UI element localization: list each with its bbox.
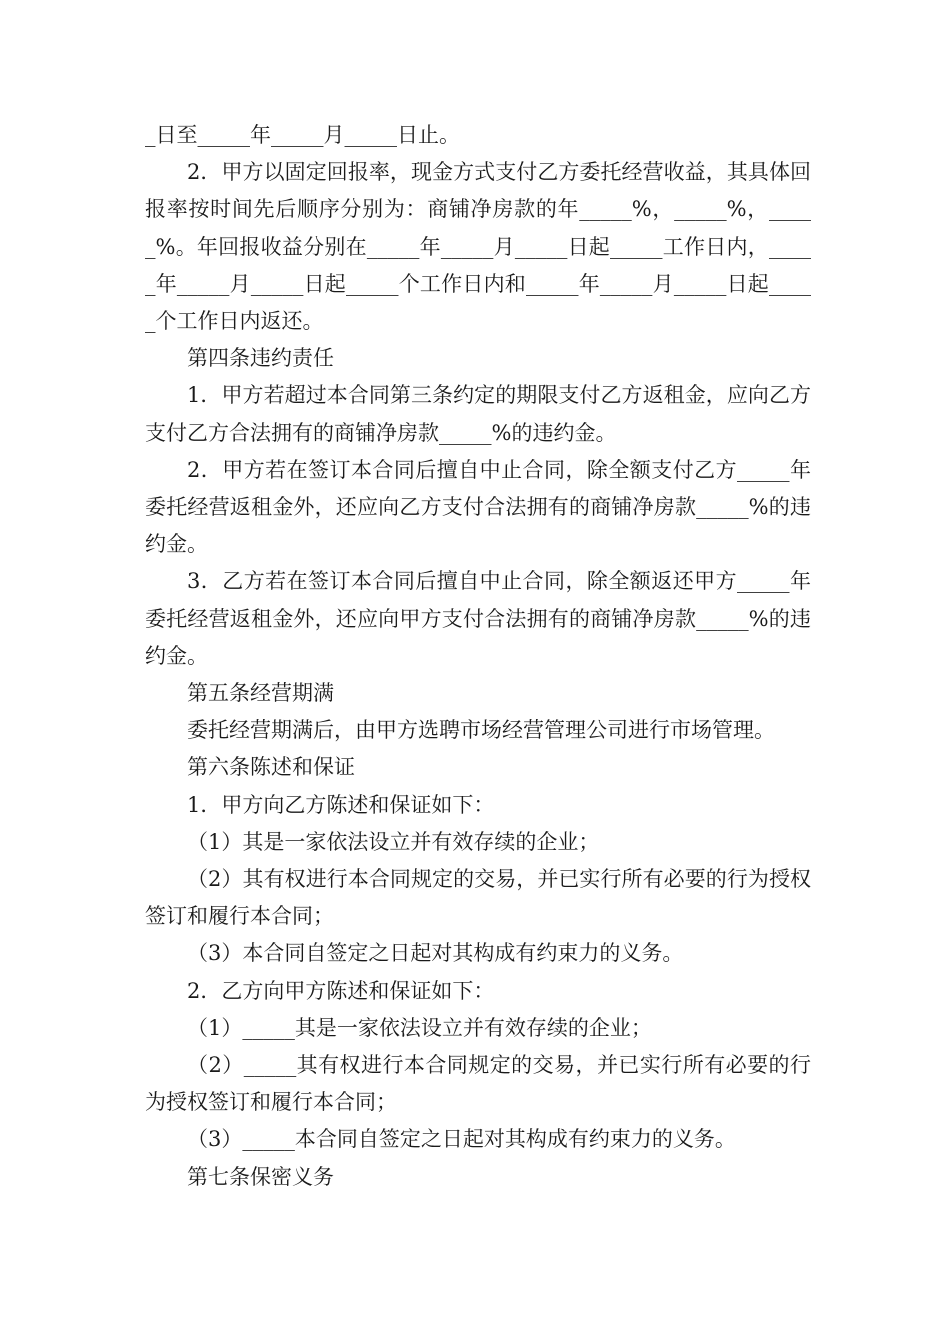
paragraph-party-b-item-1: （1）_____其是一家依法设立并有效存续的企业； xyxy=(187,1015,652,1040)
paragraph-article-6-clause-1: 1．甲方向乙方陈述和保证如下： xyxy=(187,792,495,817)
paragraph-party-b-item-2: （2）_____其有权进行本合同规定的交易，并已实行所有必要的行为授权签订和履行本合同； xyxy=(145,1053,811,1115)
heading-article-4: 第四条违约责任 xyxy=(187,346,334,371)
paragraph-party-b-item-3: （3）_____本合同自签定之日起对其构成有约束力的义务。 xyxy=(187,1127,736,1152)
paragraph-article-4-clause-1: 1．甲方若超过本合同第三条约定的期限支付乙方返租金，应向乙方支付乙方合法拥有的商铺净房款_____%的违约金。 xyxy=(145,383,811,445)
contract-body xyxy=(145,117,811,1196)
paragraph-party-a-item-2: （2）其有权进行本合同规定的交易，并已实行所有必要的行为授权签订和履行本合同； xyxy=(145,867,811,929)
paragraph-term-end-date: _日至_____年_____月_____日止。 xyxy=(145,123,460,147)
heading-article-5: 第五条经营期满 xyxy=(187,681,334,706)
paragraph-article-6-clause-2: 2．乙方向甲方陈述和保证如下： xyxy=(187,978,495,1003)
heading-article-6: 第六条陈述和保证 xyxy=(187,755,355,780)
paragraph-article-4-clause-2: 2．甲方若在签订本合同后擅自中止合同，除全额支付乙方_____年委托经营返租金外，还应向乙方支付合法拥有的商铺净房款_____%的违约金。 xyxy=(145,457,811,557)
heading-article-7: 第七条保密义务 xyxy=(187,1164,334,1189)
paragraph-party-a-item-3: （3）本合同自签定之日起对其构成有约束力的义务。 xyxy=(187,941,684,966)
paragraph-article-5-body: 委托经营期满后，由甲方选聘市场经营管理公司进行市场管理。 xyxy=(187,718,775,743)
paragraph-article-4-clause-3: 3．乙方若在签订本合同后擅自中止合同，除全额返还甲方_____年委托经营返租金外，还应向甲方支付合法拥有的商铺净房款_____%的违约金。 xyxy=(145,569,811,668)
paragraph-fixed-return-rate: 2．甲方以固定回报率，现金方式支付乙方委托经营收益，其具体回报率按时间先后顺序分别为：商铺净房款的年_____%，_____%，_____%。年回报收益分别在_____年_____月_____日起_____工作日内，_____年_____月_____日起_____个工作日内和_____年_____月_____日起_____个工作日内返还。 xyxy=(145,160,811,334)
paragraph-party-a-item-1: （1）其是一家依法设立并有效存续的企业； xyxy=(187,829,600,854)
